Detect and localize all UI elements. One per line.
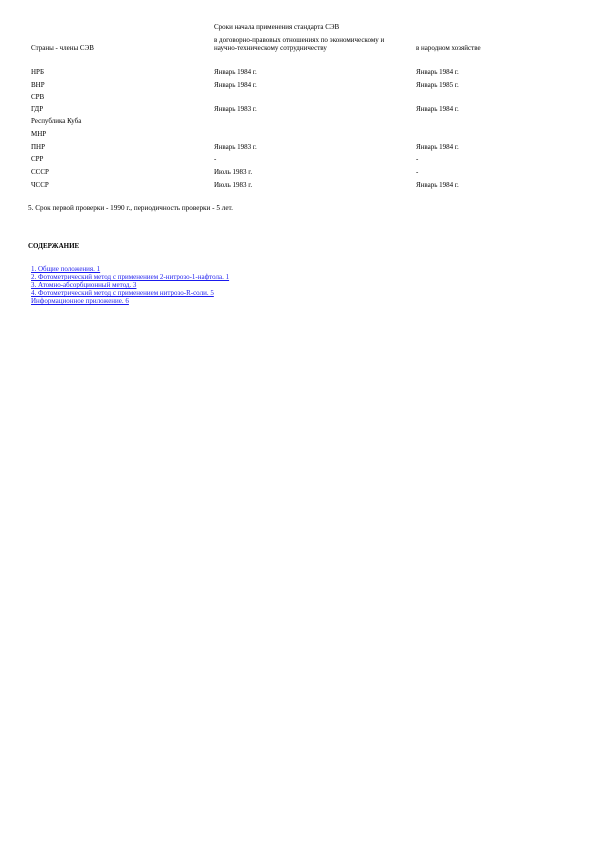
table-cell-contract: Январь 1983 г. [214, 105, 257, 113]
table-cell-country: НРБ [31, 68, 44, 76]
table-cell-country: СРР [31, 155, 44, 163]
table-cell-contract: - [214, 155, 217, 163]
toc-title: СОДЕРЖАНИЕ [28, 242, 80, 250]
table-header-contract: в договорно-правовых отношениях по экономическому и научно-техническому сотрудничеству [214, 36, 385, 52]
toc-link[interactable]: 1. Общие положения. 1 [31, 265, 101, 273]
table-cell-country: ГДР [31, 105, 44, 113]
table-cell-country: ПНР [31, 143, 46, 151]
table-cell-contract: Январь 1983 г. [214, 143, 257, 151]
table-header-economy: в народном хозяйстве [416, 44, 481, 52]
table-cell-economy: Январь 1985 г. [416, 81, 459, 89]
table-cell-economy: - [416, 168, 419, 176]
table-cell-economy: Январь 1984 г. [416, 105, 459, 113]
table-cell-country: Республика Куба [31, 117, 82, 125]
table-cell-contract: Январь 1984 г. [214, 81, 257, 89]
table-cell-economy: Январь 1984 г. [416, 143, 459, 151]
table-cell-country: ЧССР [31, 181, 49, 189]
toc-link[interactable]: Информационное приложение. 6 [31, 297, 129, 305]
table-cell-contract: Январь 1984 г. [214, 68, 257, 76]
table-header-country: Страны - члены СЭВ [31, 44, 94, 52]
toc-link[interactable]: 3. Атомно-абсорбционный метод. 3 [31, 281, 137, 289]
table-cell-country: МНР [31, 130, 47, 138]
table-cell-economy: Январь 1984 г. [416, 181, 459, 189]
table-cell-country: ВНР [31, 81, 45, 89]
table-cell-contract: Июль 1983 г. [214, 181, 253, 189]
table-cell-country: СССР [31, 168, 49, 176]
note-paragraph: 5. Срок первой проверки - 1990 г., периодичность проверки - 5 лет. [28, 204, 233, 212]
table-cell-economy: - [416, 155, 419, 163]
toc-link[interactable]: 2. Фотометрический метод с применением 2-нитрозо-1-нафтола. 1 [31, 273, 230, 281]
toc-link[interactable]: 4. Фотометрический метод с применением нитрозо-R-соли. 5 [31, 289, 214, 297]
table-cell-economy: Январь 1984 г. [416, 68, 459, 76]
toc-list [31, 265, 229, 305]
table-group-header: Сроки начала применения стандарта СЭВ [214, 23, 340, 31]
table-cell-contract: Июль 1983 г. [214, 168, 253, 176]
table-cell-country: СРВ [31, 93, 45, 101]
